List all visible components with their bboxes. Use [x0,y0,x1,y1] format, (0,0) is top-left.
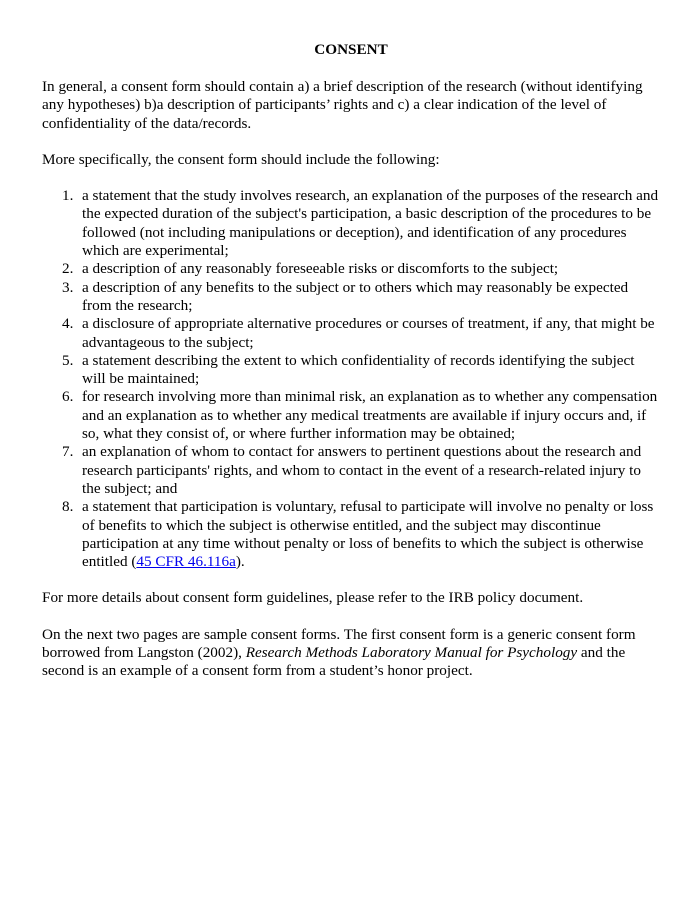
list-item-number: 5. [62,351,74,369]
list-item-number: 2. [62,260,74,278]
list-item-text: a description of any benefits to the subject or to others which may reasonably be expected from the research; [82,278,629,314]
list-item [62,388,660,443]
list-item-text: a statement that the study involves research, an explanation of the purposes of the research and the expected duration of the subject's participation, a basic description of the procedures to be followed (not including manipulations or deception), and identification of any procedures which are experimental; [82,187,659,260]
list-item-text: an explanation of whom to contact for answers to pertinent questions about the research and research participants' rights, and whom to contact in the event of a research-related injury to the subject; and [82,443,642,497]
list-item-number: 6. [62,388,74,406]
list-item [62,187,660,260]
details-paragraph: For more details about consent form guidelines, please refer to the IRB policy document. [42,589,584,607]
cfr-citation-link[interactable]: 45 CFR 46.116a [136,553,236,571]
list-item-number: 7. [62,443,74,461]
list-item-number: 8. [62,498,74,516]
list-item-text: a description of any reasonably foreseeable risks or discomforts to the subject; [82,260,559,278]
list-item-text: for research involving more than minimal risk, an explanation as to whether any compensation and an explanation as to whether any medical treatments are available if injury occurs and, if so, what they consist of, or where further information may be obtained; [82,388,658,443]
samples-paragraph [42,626,660,681]
book-title: Research Methods Laboratory Manual for Psychology [245,644,578,662]
list-item-number: 1. [62,187,74,205]
document-title: CONSENT [314,41,388,58]
samples-text-before: On the next two pages are sample consent forms. The first consent form is a generic consent form borrowed from Langston (2002), [42,625,636,662]
list-item-text: a disclosure of appropriate alternative procedures or courses of treatment, if any, that might be advantageous to the subject; [82,315,655,351]
list-item [62,278,660,316]
list-item-text: a statement describing the extent to which confidentiality of records identifying the subject will be maintained; [82,351,635,388]
list-item [62,315,660,352]
list-item [62,498,660,571]
list-item-number: 4. [62,315,74,333]
list-item-text-after: ). [235,553,245,571]
list-item-number: 3. [62,278,74,296]
intro-paragraph: In general, a consent form should contain a) a brief description of the research (without identifying any hypotheses) b)a description of participants’ rights and c) a clear indication of the level of confidentiality of the data/records. [42,78,643,132]
list-item [62,443,660,498]
samples-text-after: and the second is an example of a consent form from a student’s honor project. [42,644,626,680]
requirements-list [42,187,660,571]
list-item [62,351,660,389]
list-item [62,260,660,278]
list-item-text: a statement that participation is voluntary, refusal to participate will involve no penalty or loss of benefits to which the subject is otherwise entitled, and the subject may discontinue participation at any time without penalty or loss of benefits to which the subject is otherwise entitled ( [82,498,654,571]
specific-lead-paragraph: More specifically, the consent form should include the following: [42,150,440,168]
